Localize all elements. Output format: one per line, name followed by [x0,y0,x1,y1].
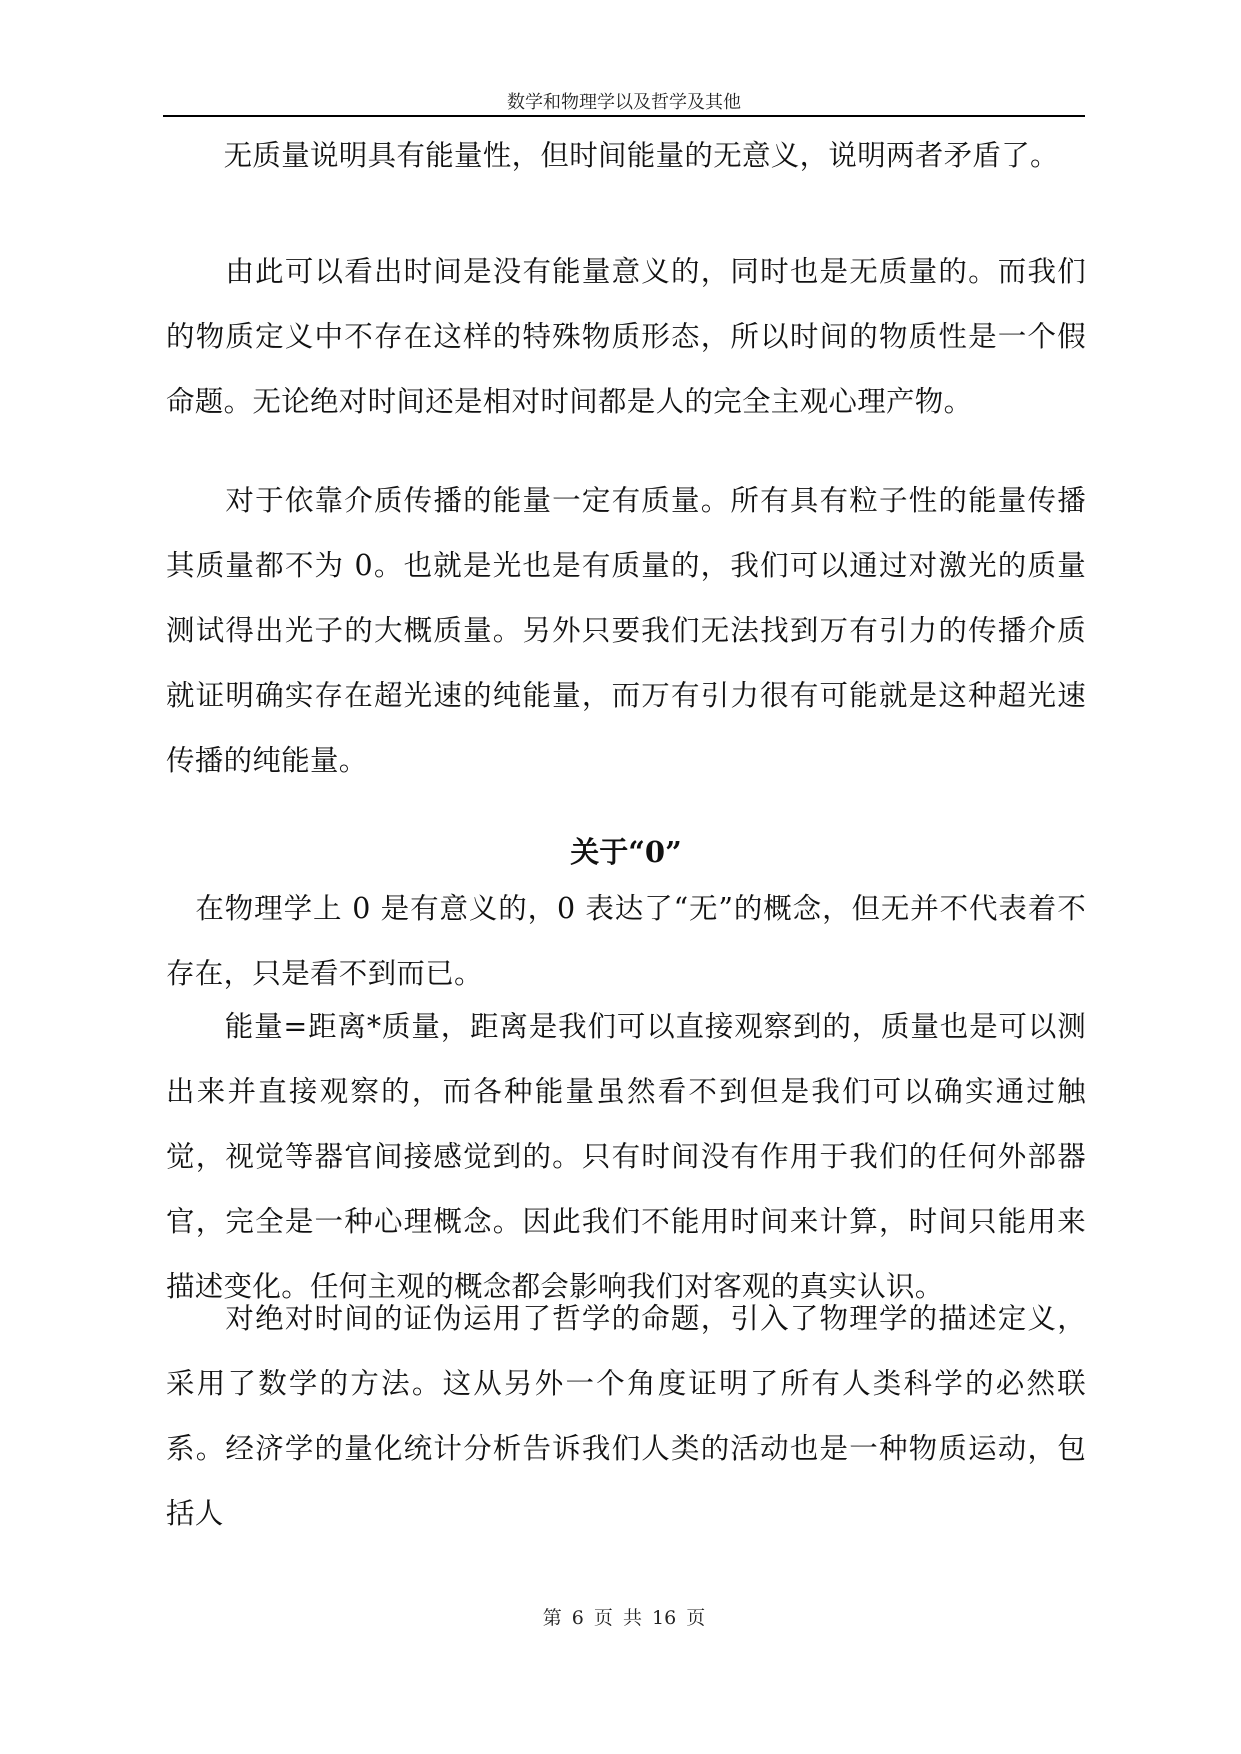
paragraph-1: 无质量说明具有能量性，但时间能量的无意义，说明两者矛盾了。 [166,139,1059,172]
section-paragraph-2: 能量=距离*质量，距离是我们可以直接观察到的，质量也是可以测出来并直接观察的，而各种能量虽然看不到但是我们可以确实通过触觉，视觉等器官间接感觉到的。只有时间没有作用于我们的任何外部器官，完全是一种心理概念。因此我们不能用时间来计算，时间只能用来描述变化。任何主观的概念都会影响我们对客观的真实认识。 [166,1010,1086,1303]
running-header: 数学和物理学以及哲学及其他 [507,92,741,113]
section-paragraph-1: 在物理学上 0 是有意义的，0 表达了“无”的概念，但无并不代表着不存在，只是看不到而已。 [166,892,1086,990]
header-rule [163,115,1085,117]
section-title: 关于“0” [570,835,682,869]
paragraph-2: 由此可以看出时间是没有能量意义的，同时也是无质量的。而我们的物质定义中不存在这样的特殊物质形态，所以时间的物质性是一个假命题。无论绝对时间还是相对时间都是人的完全主观心理产物。 [166,255,1086,418]
section-paragraph-3: 对绝对时间的证伪运用了哲学的命题，引入了物理学的描述定义，采用了数学的方法。这从另外一个角度证明了所有人类科学的必然联系。经济学的量化统计分析告诉我们人类的活动也是一种物质运动，包括人 [166,1302,1086,1530]
paragraph-3: 对于依靠介质传播的能量一定有质量。所有具有粒子性的能量传播其质量都不为 0。也就是光也是有质量的，我们可以通过对激光的质量测试得出光子的大概质量。另外只要我们无法找到万有引力的传播介质就证明确实存在超光速的纯能量，而万有引力很有可能就是这种超光速传播的纯能量。 [166,484,1086,777]
page-number: 第 6 页 共 16 页 [542,1607,706,1629]
